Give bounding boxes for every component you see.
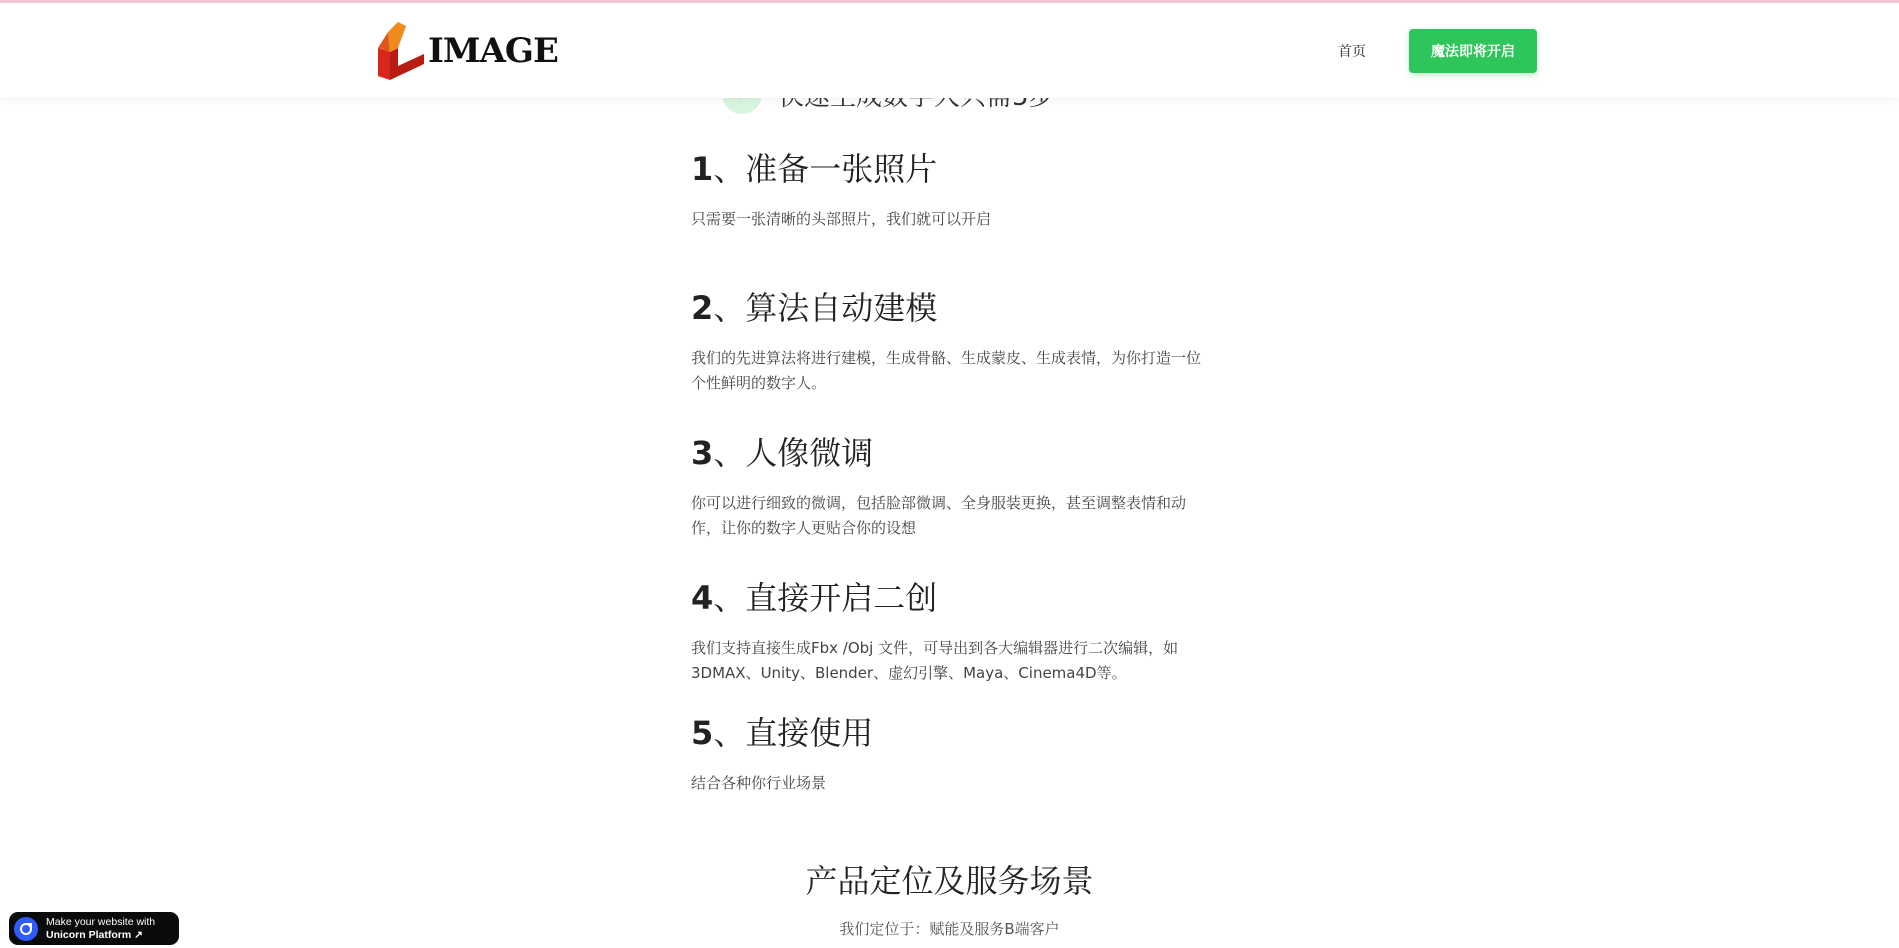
step-3: [691, 433, 1211, 541]
step-2: [691, 288, 1211, 396]
badge-line-2: Unicorn Platform ↗: [46, 928, 143, 941]
top-accent-line: [0, 0, 1899, 3]
step-description: 我们支持直接生成Fbx /Obj 文件，可导出到各大编辑器进行二次编辑，如3DMAX、Unity、Blender、虚幻引擎、Maya、Cinema4D等。: [691, 639, 1179, 682]
site-header: [0, 0, 1899, 98]
section-subtitle: 我们定位于：赋能及服务B端客户: [839, 920, 1060, 938]
step-title: 1、准备一张照片: [691, 150, 938, 188]
step-description: 结合各种你行业场景: [691, 774, 827, 792]
unicorn-logo-icon: [14, 917, 38, 941]
step-title: 5、直接使用: [691, 714, 874, 752]
nav-home-link[interactable]: 首页: [1338, 44, 1366, 60]
step-4: [691, 578, 1211, 686]
step-description: 你可以进行细致的微调，包括脸部微调、全身服装更换，甚至调整表情和动作，让你的数字人更贴合你的设想: [691, 494, 1187, 537]
badge-text: [46, 916, 155, 942]
logo-text: IMAGE: [428, 31, 558, 71]
step-title: 3、人像微调: [691, 434, 874, 472]
cta-magic-button[interactable]: 魔法即将开启: [1409, 29, 1537, 73]
step-description: 只需要一张清晰的头部照片，我们就可以开启: [691, 210, 992, 228]
step-description: 我们的先进算法将进行建模，生成骨骼、生成蒙皮、生成表情，为你打造一位个性鲜明的数字人。: [691, 349, 1202, 392]
unicorn-platform-badge[interactable]: [9, 912, 179, 945]
step-5: [691, 713, 1211, 796]
badge-line-1: Make your website with: [46, 915, 156, 928]
step-title: 2、算法自动建模: [691, 289, 938, 327]
section-title: 产品定位及服务场景: [805, 862, 1094, 900]
logo-mark-icon: [376, 18, 426, 80]
site-logo[interactable]: [376, 18, 558, 80]
step-title: 4、直接开启二创: [691, 579, 938, 617]
unicorn-logo-glyph-icon: [19, 922, 33, 936]
step-1: [691, 149, 1211, 232]
